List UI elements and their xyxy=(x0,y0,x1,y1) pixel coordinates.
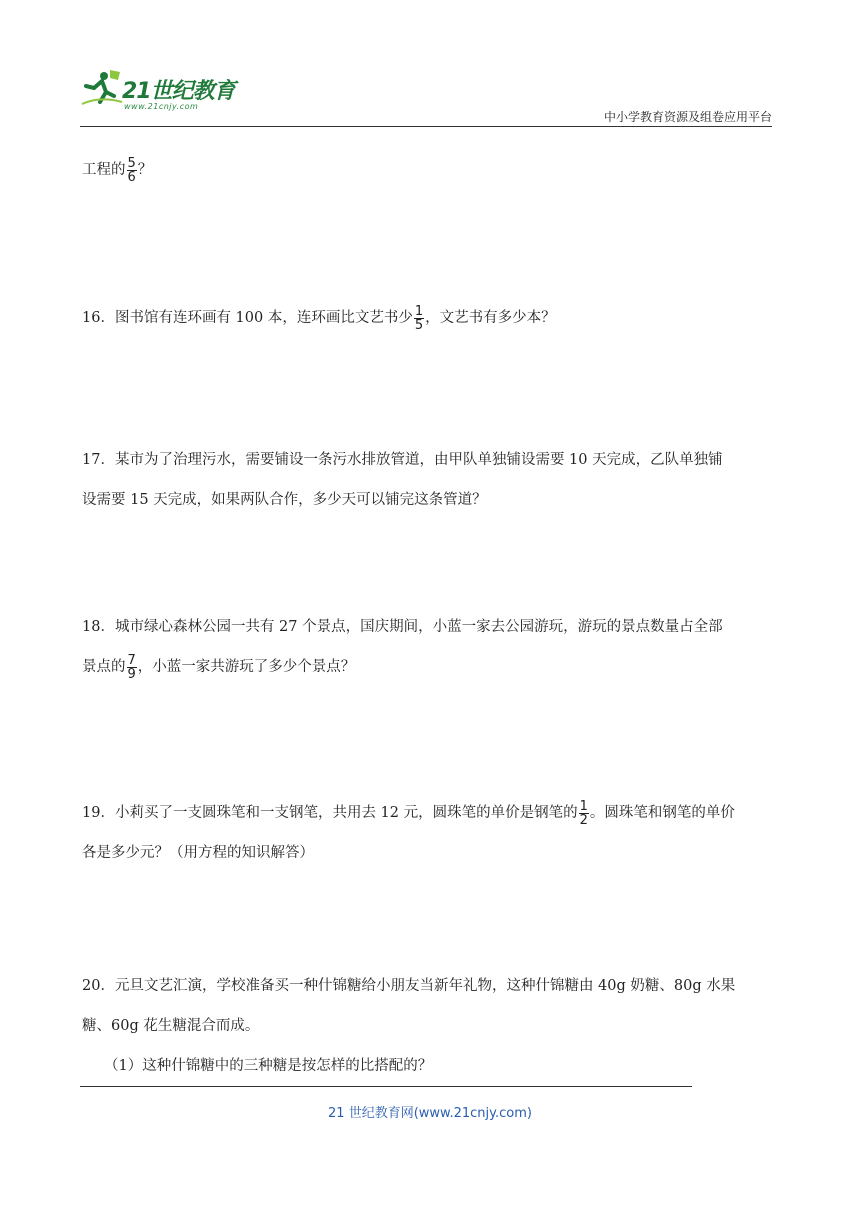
question-19: 19．小莉买了一支圆珠笔和一支钢笔，共用去 12 元，圆珠笔的单价是钢笔的 $\frac{1}{2}$ 。圆珠笔和钢笔的单价 各是多少元？（用方程的知识解答） xyxy=(82,798,735,861)
logo-url: www.21cnjy.com xyxy=(124,102,199,111)
footer-divider xyxy=(80,1086,692,1087)
fraction: $\frac{1}{5}$ xyxy=(414,303,424,333)
logo-text: 21世纪教育 xyxy=(122,79,235,104)
platform-label: 中小学教育资源及组卷应用平台 xyxy=(603,110,772,124)
fraction: $\frac{5}{6}$ xyxy=(127,155,136,185)
footer-link[interactable]: 21 世纪教育网(www.21cnjy.com) xyxy=(328,1106,532,1121)
header-divider xyxy=(80,126,772,127)
fraction: $\frac{7}{9}$ xyxy=(127,652,136,682)
question-15-tail: 工程的 $\frac{5}{6}$ ？ xyxy=(82,155,153,185)
site-logo xyxy=(80,66,260,118)
question-16: 16．图书馆有连环画有 100 本，连环画比文艺书少 $\frac{1}{5}$ ，文艺书有多少本？ xyxy=(82,303,556,333)
sub-question-1: （1）这种什锦糖中的三种糖是按怎样的比搭配的？ xyxy=(104,1058,433,1074)
runner-icon xyxy=(80,66,124,110)
fraction: $\frac{1}{2}$ xyxy=(579,798,588,828)
question-20: 20．元旦文艺汇演，学校准备买一种什锦糖给小朋友当新年礼物，这种什锦糖由 40g 奶糖、80g 水果 糖、60g 花生糖混合而成。 （1）这种什锦糖中的三种糖是按怎样的比搭配的？ xyxy=(82,966,776,1086)
question-17: 17．某市为了治理污水，需要铺设一条污水排放管道，由甲队单独铺设需要 10 天完成，乙队单独铺 设需要 15 天完成，如果两队合作，多少天可以铺完这条管道？ xyxy=(82,452,723,508)
question-18: 18．城市绿心森林公园一共有 27 个景点，国庆期间，小蓝一家去公园游玩，游玩的景点数量占全部 景点的 $\frac{7}{9}$ ，小蓝一家共游玩了多少个景点？ xyxy=(82,619,723,682)
